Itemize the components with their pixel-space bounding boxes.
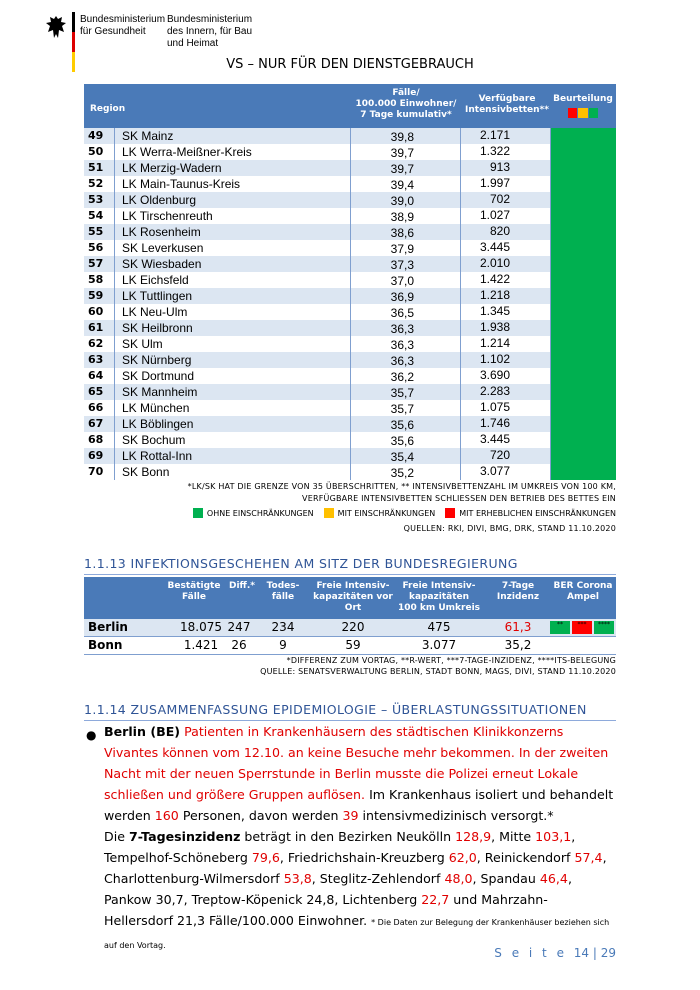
col-region: Region	[90, 104, 126, 114]
seat-col-header: BER Corona Ampel	[553, 581, 613, 602]
footnote-1: *LK/SK HAT DIE GRENZE VON 35 ÜBERSCHRITTEN, ** INTENSIVBETTENZAHL IM UMKREIS VON 100 KM,	[187, 482, 616, 491]
rating-cell	[550, 416, 616, 432]
section-1114-title: 1.1.14 ZUSAMMENFASSUNG EPIDEMIOLOGIE – ÜBERLASTUNGSSITUATIONEN	[84, 702, 587, 717]
icu-beds: 1.746	[479, 416, 510, 430]
rank: 59	[88, 289, 104, 302]
rating-swatches	[568, 108, 598, 118]
region-name: SK Ulm	[122, 337, 163, 351]
region-name: LK Rosenheim	[122, 225, 201, 239]
seat-source: QUELLE: SENATSVERWALTUNG BERLIN, STADT BONN, MAGS, DIVI, STAND 11.10.2020	[260, 667, 616, 676]
page-number: S e i t e 14 | 29	[494, 946, 616, 960]
ministry-interior-label: Bundesministerium des Innern, für Bau und Heimat	[167, 14, 253, 49]
federal-eagle-icon	[44, 14, 68, 40]
icu-beds: 1.997	[479, 176, 510, 190]
rating-cell	[550, 192, 616, 208]
incidence: 36,2	[390, 370, 414, 384]
region-name: LK Werra-Meißner-Kreis	[122, 145, 252, 159]
region-name: LK Neu-Ulm	[122, 305, 188, 319]
incidence: 39,7	[390, 146, 414, 160]
ber-ampel: ** *** ****	[550, 621, 614, 634]
rating-cell	[550, 160, 616, 176]
region-name: LK Merzig-Wadern	[122, 161, 222, 175]
icu-beds: 913	[489, 160, 510, 174]
region-name: SK Dortmund	[122, 369, 195, 383]
seat-col-header: Freie Intensiv- kapazitäten vor Ort	[313, 581, 393, 613]
icu-beds: 1.102	[479, 352, 510, 366]
bullet-icon: ●	[86, 728, 97, 742]
incidence: 39,0	[390, 194, 414, 208]
region-name: SK Nürnberg	[122, 353, 192, 367]
region-name: LK Main-Taunus-Kreis	[122, 177, 241, 191]
icu-beds: 820	[489, 224, 510, 238]
rating-cell	[550, 464, 616, 480]
col-cases: Fälle/ 100.000 Einwohner/ 7 Tage kumulativ*	[355, 88, 457, 120]
rating-cell	[550, 144, 616, 160]
rating-cell	[550, 240, 616, 256]
incidence: 39,8	[390, 130, 414, 144]
incidence: 35,7	[390, 402, 414, 416]
region-name: SK Bonn	[122, 465, 170, 479]
seat-col-header: Freie Intensiv- kapazitäten 100 km Umkreis	[397, 581, 481, 613]
footnote-2: VERFÜGBARE INTENSIVBETTEN SCHLIESSEN DEN BETRIEB DES BETTES EIN	[302, 494, 616, 503]
seat-table-header	[84, 577, 616, 619]
incidence: 36,9	[390, 290, 414, 304]
rating-cell	[550, 272, 616, 288]
rank: 65	[88, 385, 104, 398]
legend-red-label: MIT ERHEBLICHEN EINSCHRÄNKUNGEN	[459, 508, 616, 518]
icu-beds: 3.445	[479, 432, 510, 446]
region-name: LK München	[122, 401, 190, 415]
icu-beds: 1.075	[479, 400, 510, 414]
rank: 64	[88, 369, 104, 382]
region-name: LK Oldenburg	[122, 193, 197, 207]
incidence: 39,7	[390, 162, 414, 176]
seat-footnote: *DIFFERENZ ZUM VORTAG, **R-WERT, ***7-TAGE-INZIDENZ, ****ITS-BELEGUNG	[286, 656, 616, 665]
region-name: SK Heilbronn	[122, 321, 193, 335]
region-name: SK Mannheim	[122, 385, 198, 399]
region-name: LK Tirschenreuth	[122, 209, 213, 223]
icu-beds: 3.445	[479, 240, 510, 254]
rating-cell	[550, 224, 616, 240]
incidence: 38,9	[390, 210, 414, 224]
icu-beds: 702	[489, 192, 510, 206]
rank: 49	[88, 129, 104, 142]
incidence: 35,6	[390, 418, 414, 432]
legend-yellow-label: MIT EINSCHRÄNKUNGEN	[337, 508, 436, 518]
icu-beds: 1.218	[479, 288, 510, 302]
rating-cell	[550, 320, 616, 336]
icu-beds: 2.010	[479, 256, 510, 270]
seat-col-header: Todes- fälle	[266, 581, 300, 602]
rank: 57	[88, 257, 104, 270]
rating-cell	[550, 368, 616, 384]
icu-beds: 3.077	[479, 464, 510, 478]
seat-col-header: Bestätigte Fälle	[167, 581, 221, 602]
incidence: 37,3	[390, 258, 414, 272]
icu-beds: 1.214	[479, 336, 510, 350]
incidence: 36,3	[390, 338, 414, 352]
table-row-berlin: Berlin 18.075 247 234 220 475 61,3 ** *** ****	[84, 619, 616, 636]
incidence: 35,4	[390, 450, 414, 464]
col-rating: Beurteilung	[553, 94, 613, 104]
col-icu: Verfügbare Intensivbetten**	[465, 94, 549, 115]
rank: 55	[88, 225, 104, 238]
summary-paragraph: Berlin (BE) Patienten in Krankenhäusern des städtischen Klinikkonzerns Vivantes können vom 12.10. an keine Besuche mehr bekommen. In der zweiten Nacht mit der neuen Sperrstunde in Berlin musste die Polizei erneut Lokale schließen und größere Gruppen auflösen. Im Krankenhaus isoliert und behandelt werden 160 Personen, davon werden 39 intensivmedizinisch versorgt.* Die 7-Tagesinzidenz beträgt in den Bezirken Neukölln 128,9, Mitte 103,1, Tempelhof-Schöneberg 79,6, Friedrichshain-Kreuzberg 62,0, Reinickendorf 57,4, Charlottenburg-Wilmersdorf 53,8, Steglitz-Zehlendorf 48,0, Spandau 46,4, Pankow 30,7, Treptow-Köpenick 24,8, Lichtenberg 22,7 und Mahrzahn-Hellersdorf 21,3 Fälle/100.000 Einwohner. * Die Daten zur Belegung der Krankenhäuser beziehen sich auf den Vortag.	[104, 724, 614, 950]
rank: 68	[88, 433, 104, 446]
region-name: SK Bochum	[122, 433, 186, 447]
rating-cell	[550, 384, 616, 400]
region-name: SK Wiesbaden	[122, 257, 202, 271]
rating-cell	[550, 256, 616, 272]
rank: 69	[88, 449, 104, 462]
rating-cell	[550, 176, 616, 192]
icu-beds: 1.322	[479, 144, 510, 158]
region-name: LK Tuttlingen	[122, 289, 193, 303]
rating-cell	[550, 400, 616, 416]
incidence: 36,3	[390, 322, 414, 336]
classification-label: VS – NUR FÜR DEN DIENSTGEBRAUCH	[226, 57, 474, 72]
icu-beds: 3.690	[479, 368, 510, 382]
section-1113-title: 1.1.13 INFEKTIONSGESCHEHEN AM SITZ DER BUNDESREGIERUNG	[84, 556, 518, 571]
rank: 58	[88, 273, 104, 286]
rank: 61	[88, 321, 104, 334]
incidence: 36,3	[390, 354, 414, 368]
rank: 52	[88, 177, 104, 190]
icu-beds: 1.027	[479, 208, 510, 222]
icu-beds: 1.422	[479, 272, 510, 286]
rating-cell	[550, 336, 616, 352]
icu-beds: 2.283	[479, 384, 510, 398]
rating-cell	[550, 128, 616, 144]
rank: 51	[88, 161, 104, 174]
rank: 53	[88, 193, 104, 206]
incidence: 39,4	[390, 178, 414, 192]
rank: 70	[88, 465, 104, 478]
seat-col-header: 7-Tage Inzidenz	[496, 581, 540, 602]
rank: 63	[88, 353, 104, 366]
region-name: SK Mainz	[122, 129, 174, 143]
rating-cell	[550, 448, 616, 464]
rank: 56	[88, 241, 104, 254]
rating-cell	[550, 304, 616, 320]
icu-beds: 720	[489, 448, 510, 462]
sources: QUELLEN: RKI, DIVI, BMG, DRK, STAND 11.10.2020	[403, 524, 616, 533]
incidence: 38,6	[390, 226, 414, 240]
rank: 62	[88, 337, 104, 350]
region-name: LK Eichsfeld	[122, 273, 189, 287]
region-name: LK Böblingen	[122, 417, 194, 431]
ministry-health-label: Bundesministerium für Gesundheit	[80, 14, 166, 37]
table-row-bonn: Bonn 1.421 26 9 59 3.077 35,2	[88, 638, 532, 652]
rank: 66	[88, 401, 104, 414]
incidence: 37,9	[390, 242, 414, 256]
incidence: 36,5	[390, 306, 414, 320]
rating-cell	[550, 432, 616, 448]
rank: 60	[88, 305, 104, 318]
incidence: 35,7	[390, 386, 414, 400]
incidence: 35,6	[390, 434, 414, 448]
legend-green-label: OHNE EINSCHRÄNKUNGEN	[206, 508, 314, 518]
icu-beds: 1.938	[479, 320, 510, 334]
incidence: 35,2	[390, 466, 414, 480]
incidence: 37,0	[390, 274, 414, 288]
rating-cell	[550, 208, 616, 224]
seat-col-header: Diff.*	[229, 581, 255, 591]
region-name: LK Rottal-Inn	[122, 449, 193, 463]
rating-cell	[550, 288, 616, 304]
rating-cell	[550, 352, 616, 368]
icu-beds: 2.171	[479, 128, 510, 142]
legend	[193, 508, 616, 518]
divider	[84, 574, 616, 575]
rank: 50	[88, 145, 104, 158]
region-table-header	[84, 84, 616, 128]
rank: 67	[88, 417, 104, 430]
region-name: SK Leverkusen	[122, 241, 204, 255]
rank: 54	[88, 209, 104, 222]
icu-beds: 1.345	[479, 304, 510, 318]
